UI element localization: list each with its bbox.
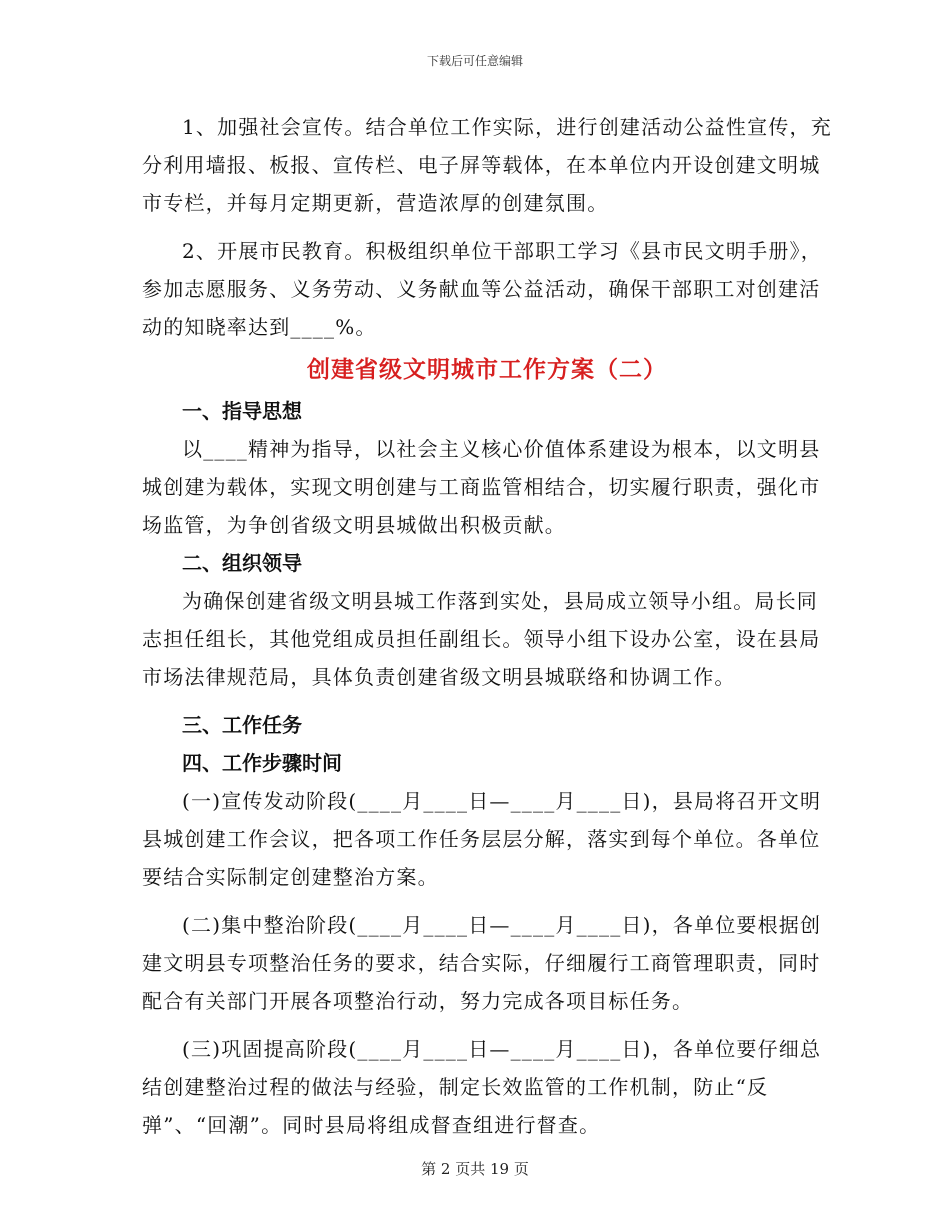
document-body: [142, 108, 832, 1144]
paragraph-step-1: (一)宣传发动阶段(____月____日—____月____日)，县局将召开文明县城创建工作会议，把各项工作任务层层分解，落实到每个单位。各单位要结合实际制定创建整治方案。: [142, 789, 822, 889]
heading-work-steps: 四、工作步骤时间: [182, 751, 342, 775]
paragraph-guiding-ideology: 以____精神为指导，以社会主义核心价值体系建设为根本，以文明县城创建为载体，实现文明创建与工商监管相结合，切实履行职责，强化市场监管，为争创省级文明县城做出积极贡献。: [142, 437, 821, 537]
paragraph-publicity: 1、加强社会宣传。结合单位工作实际，进行创建活动公益性宣传，充分利用墙报、板报、宣传栏、电子屏等载体，在本单位内开设创建文明城市专栏，并每月定期更新，营造浓厚的创建氛围。: [142, 115, 832, 215]
paragraph-organization: 为确保创建省级文明县城工作落到实处，县局成立领导小组。局长同志担任组长，其他党组成员担任副组长。领导小组下设办公室，设在县局市场法律规范局，具体负责创建省级文明县城联络和协调工作。: [142, 589, 821, 689]
paragraph-step-2: (二)集中整治阶段(____月____日—____月____日)，各单位要根据创建文明县专项整治任务的要求，结合实际，仔细履行工商管理职责，同时配合有关部门开展各项整治行动，努力完成各项目标任务。: [142, 913, 822, 1013]
document-title: 创建省级文明城市工作方案（二）: [307, 356, 667, 383]
paragraph-step-3: (三)巩固提高阶段(____月____日—____月____日)，各单位要仔细总结创建整治过程的做法与经验，制定长效监管的工作机制，防止“反弹”、“回潮”。同时县局将组成督查组进行督查。: [142, 1037, 822, 1137]
heading-guiding-ideology: 一、指导思想: [182, 399, 302, 423]
page-footer: 第 2 页共 19 页: [421, 1160, 529, 1178]
paragraph-citizen-education: 2、开展市民教育。积极组织单位干部职工学习《县市民文明手册》，参加志愿服务、义务劳动、义务献血等公益活动，确保干部职工对创建活动的知晓率达到____%。: [142, 239, 822, 339]
page-header: 下载后可任意编辑: [426, 54, 523, 68]
heading-work-tasks: 三、工作任务: [182, 713, 302, 737]
heading-organization: 二、组织领导: [182, 551, 302, 575]
